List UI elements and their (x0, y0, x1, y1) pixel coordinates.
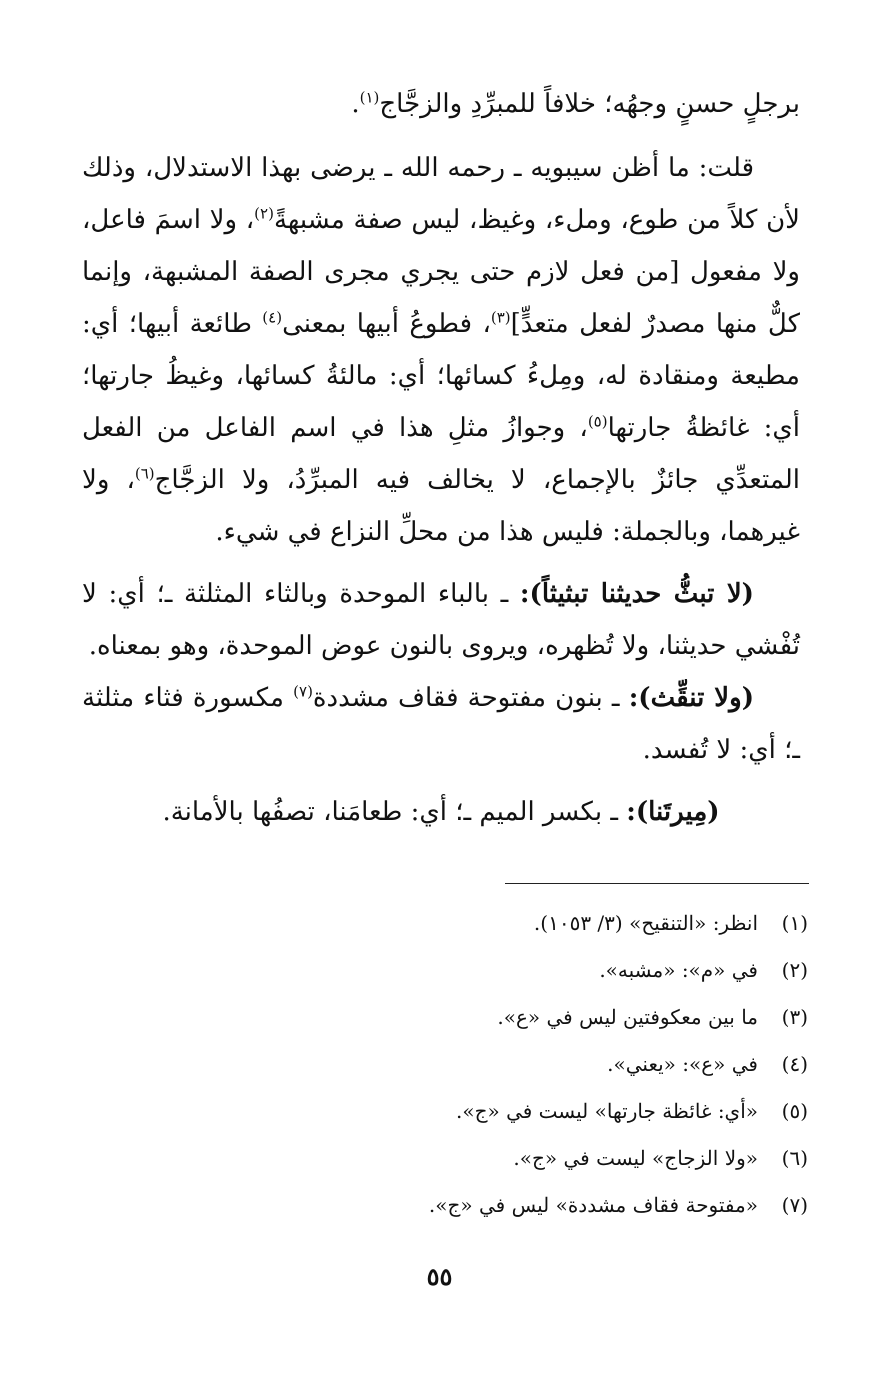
footnote-ref-1: (١) (359, 88, 380, 107)
paragraph-3-headword: (لا تبثُّ حديثنا تبثيثاً): (519, 579, 754, 609)
footnote-4 (300, 1041, 808, 1088)
paragraph-3-text: ـ بالباء الموحدة وبالثاء المثلثة ـ؛ أي: لا تُفْشي حديثنا، ولا تُظهره، ويروى بالنون عوض الموحدة، وهو بمعناه. (82, 579, 800, 661)
footnote-number: (٤) (781, 1052, 808, 1076)
footnote-6 (300, 1135, 808, 1182)
paragraph-2-text-c: ، فطوعُ أبيها بمعنى (282, 309, 491, 339)
paragraph-1-end: . (351, 89, 360, 119)
footnote-number: (٢) (781, 958, 808, 982)
paragraph-4-text-a: ـ بنون مفتوحة فقاف مشددة (312, 683, 629, 713)
footnote-text: في «ع»: «يعني». (607, 1052, 758, 1076)
footnote-number: (٥) (781, 1099, 808, 1123)
footnotes (300, 900, 808, 1229)
paragraph-4-text-b: مكسورة فثاء مثلثة ـ؛ أي: لا تُفسد. (82, 683, 800, 765)
footnote-number: (١) (781, 911, 808, 935)
footnote-2 (300, 947, 808, 994)
footnote-text: «ولا الزجاج» ليست في «ج». (513, 1146, 758, 1170)
footnote-ref-5: (٥) (587, 412, 608, 431)
footnote-number: (٣) (781, 1005, 808, 1029)
footnote-number: (٧) (781, 1193, 808, 1217)
footnote-ref-3: (٣) (490, 308, 511, 327)
footnote-ref-7: (٧) (293, 682, 313, 701)
footnote-text: «أي: غائظة جارتها» ليست في «ج». (455, 1099, 758, 1123)
footnote-text: ما بين معكوفتين ليس في «ع». (497, 1005, 758, 1029)
paragraph-1 (82, 78, 800, 130)
paragraph-5-headword: (مِيرتَنا): (626, 797, 720, 827)
footnote-separator (505, 883, 809, 884)
footnote-number: (٦) (781, 1146, 808, 1170)
footnote-1 (300, 900, 808, 947)
footnote-3 (300, 994, 808, 1041)
paragraph-4 (82, 672, 800, 776)
paragraph-2 (82, 142, 800, 558)
paragraph-1-text: برجلٍ حسنٍ وجهُه؛ خلافاً للمبرِّدِ والزجَّاج (379, 89, 800, 119)
footnote-5 (300, 1088, 808, 1135)
page-number: ٥٥ (426, 1262, 453, 1291)
main-text (82, 78, 800, 838)
footnote-text: «مفتوحة فقاف مشددة» ليس في «ج». (428, 1193, 758, 1217)
paragraph-5 (82, 786, 800, 838)
paragraph-4-headword: (ولا تنقِّث): (628, 683, 754, 713)
footnote-ref-6: (٦) (134, 464, 155, 483)
paragraph-5-text: ـ بكسر الميم ـ؛ أي: طعامَنا، تصفُها بالأمانة. (162, 797, 627, 827)
paragraph-2-text-a: قلت: ما أظن سيبويه ـ رحمه الله ـ يرضى بهذا الاستدلال، وذلك لأن كلاً من طوع، وملء، وغيظ، ليس صفة مشبهةً (82, 153, 801, 235)
footnote-7 (300, 1182, 808, 1229)
paragraph-2-text-e: ، وجوازُ مثلِ هذا في اسم الفاعل من الفعل المتعدِّي جائزٌ بالإجماع، لا يخالف فيه المبرِّدُ، ولا الزجَّاج (82, 413, 800, 495)
paragraph-2-text-d: طائعة أبيها؛ أي: مطيعة ومنقادة له، ومِلءُ كسائها؛ أي: مالئةُ كسائها، وغيظُ جارتها؛ أي: غائظةُ جارتها (82, 309, 801, 443)
footnote-ref-4: (٤) (262, 308, 283, 327)
footnote-text: انظر: «التنقيح» (٣/ ١٠٥٣). (533, 911, 758, 935)
paragraph-2-text-b: ، ولا اسمَ فاعل، ولا مفعول [من فعل لازم حتى يجري مجرى الصفة المشبهة، وإنما كلٌّ منها مصدرٌ لفعل متعدٍّ] (82, 205, 800, 339)
footnote-text: في «م»: «مشبه». (599, 958, 758, 982)
paragraph-3 (82, 568, 800, 672)
footnote-ref-2: (٢) (254, 204, 274, 223)
paragraph-2-text-f: ، ولا غيرهما، وبالجملة: فليس هذا من محلِّ النزاع في شيء. (82, 465, 800, 547)
